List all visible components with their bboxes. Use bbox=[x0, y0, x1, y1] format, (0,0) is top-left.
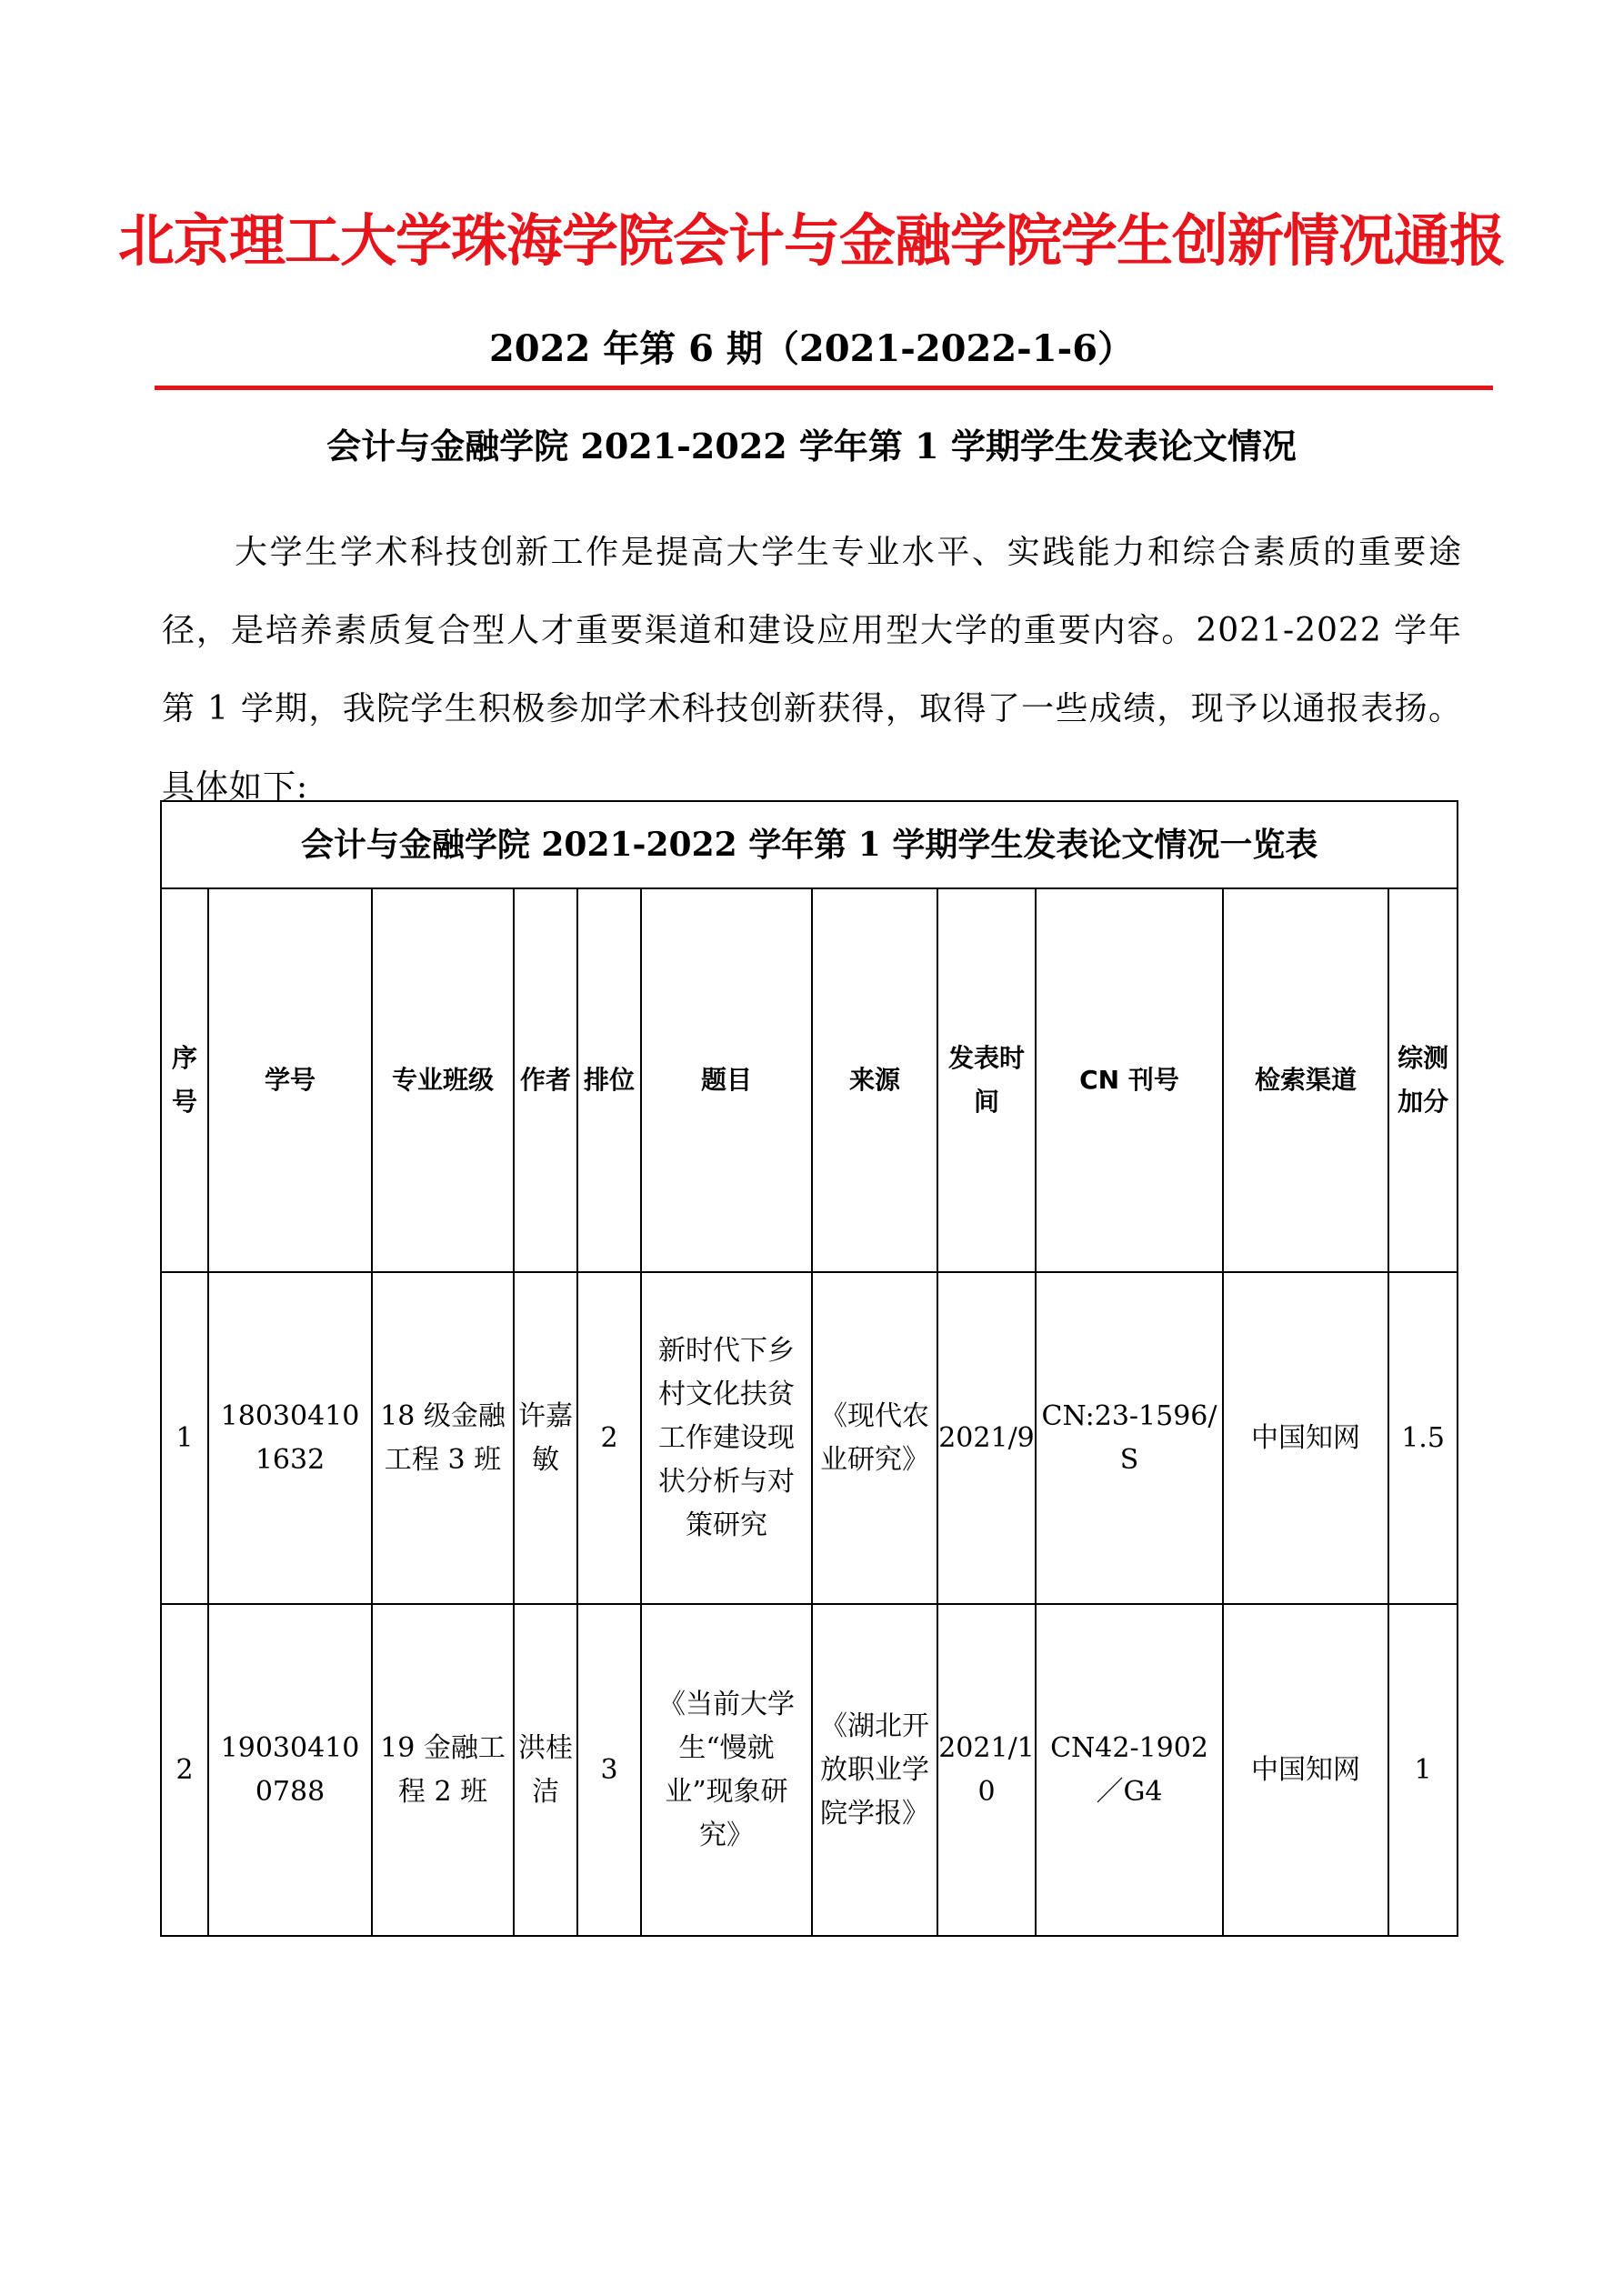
header-score: 综测加分 bbox=[1388, 888, 1458, 1272]
issue-number: 2022 年第 6 期（2021-2022-1-6） bbox=[488, 327, 1135, 370]
cell-index: 1 bbox=[161, 1272, 208, 1604]
red-divider bbox=[155, 386, 1493, 390]
cell-rank: 2 bbox=[577, 1272, 641, 1604]
header-date: 发表时间 bbox=[937, 888, 1036, 1272]
cell-student-id: 180304101632 bbox=[208, 1272, 372, 1604]
header-channel: 检索渠道 bbox=[1223, 888, 1388, 1272]
table-row bbox=[161, 1272, 1458, 1604]
cell-student-id: 190304100788 bbox=[208, 1604, 372, 1936]
cell-author: 许嘉敏 bbox=[514, 1272, 577, 1604]
header-class: 专业班级 bbox=[372, 888, 514, 1272]
header-rank: 排位 bbox=[577, 888, 641, 1272]
cell-author: 洪桂洁 bbox=[514, 1604, 577, 1936]
table-row bbox=[161, 1604, 1458, 1936]
header-index: 序号 bbox=[161, 888, 208, 1272]
cell-date: 2021/9 bbox=[937, 1272, 1036, 1604]
header-student-id: 学号 bbox=[208, 888, 372, 1272]
cell-channel: 中国知网 bbox=[1223, 1604, 1388, 1936]
cell-index: 2 bbox=[161, 1604, 208, 1936]
cell-rank: 3 bbox=[577, 1604, 641, 1936]
cell-cn: CN42-1902／G4 bbox=[1036, 1604, 1223, 1936]
section-title: 会计与金融学院 2021-2022 学年第 1 学期学生发表论文情况 bbox=[326, 426, 1297, 466]
header-source: 来源 bbox=[812, 888, 937, 1272]
cell-date: 2021/10 bbox=[937, 1604, 1036, 1936]
bulletin-title: 北京理工大学珠海学院会计与金融学院学生创新情况通报 bbox=[117, 207, 1505, 274]
cell-title: 新时代下乡村文化扶贫工作建设现状分析与对策研究 bbox=[641, 1272, 812, 1604]
table-header-row bbox=[161, 888, 1458, 1272]
cell-score: 1 bbox=[1388, 1604, 1458, 1936]
header-author: 作者 bbox=[514, 888, 577, 1272]
cell-class: 18 级金融工程 3 班 bbox=[372, 1272, 514, 1604]
papers-table bbox=[160, 800, 1458, 1937]
table-caption: 会计与金融学院 2021-2022 学年第 1 学期学生发表论文情况一览表 bbox=[161, 801, 1458, 888]
cell-score: 1.5 bbox=[1388, 1272, 1458, 1604]
intro-paragraph: 大学生学术科技创新工作是提高大学生专业水平、实践能力和综合素质的重要途径，是培养素质复合型人才重要渠道和建设应用型大学的重要内容。2021-2022 学年第 1 学期，我院学生积极参加学术科技创新获得，取得了一些成绩，现予以通报表扬。具体如下: bbox=[162, 534, 1462, 806]
header-title: 题目 bbox=[641, 888, 812, 1272]
cell-source: 《湖北开放职业学院学报》 bbox=[812, 1604, 937, 1936]
cell-title: 《当前大学生“慢就业”现象研究》 bbox=[641, 1604, 812, 1936]
cell-channel: 中国知网 bbox=[1223, 1272, 1388, 1604]
cell-cn: CN:23-1596/S bbox=[1036, 1272, 1223, 1604]
header-cn: CN 刊号 bbox=[1036, 888, 1223, 1272]
cell-class: 19 金融工程 2 班 bbox=[372, 1604, 514, 1936]
cell-source: 《现代农业研究》 bbox=[812, 1272, 937, 1604]
